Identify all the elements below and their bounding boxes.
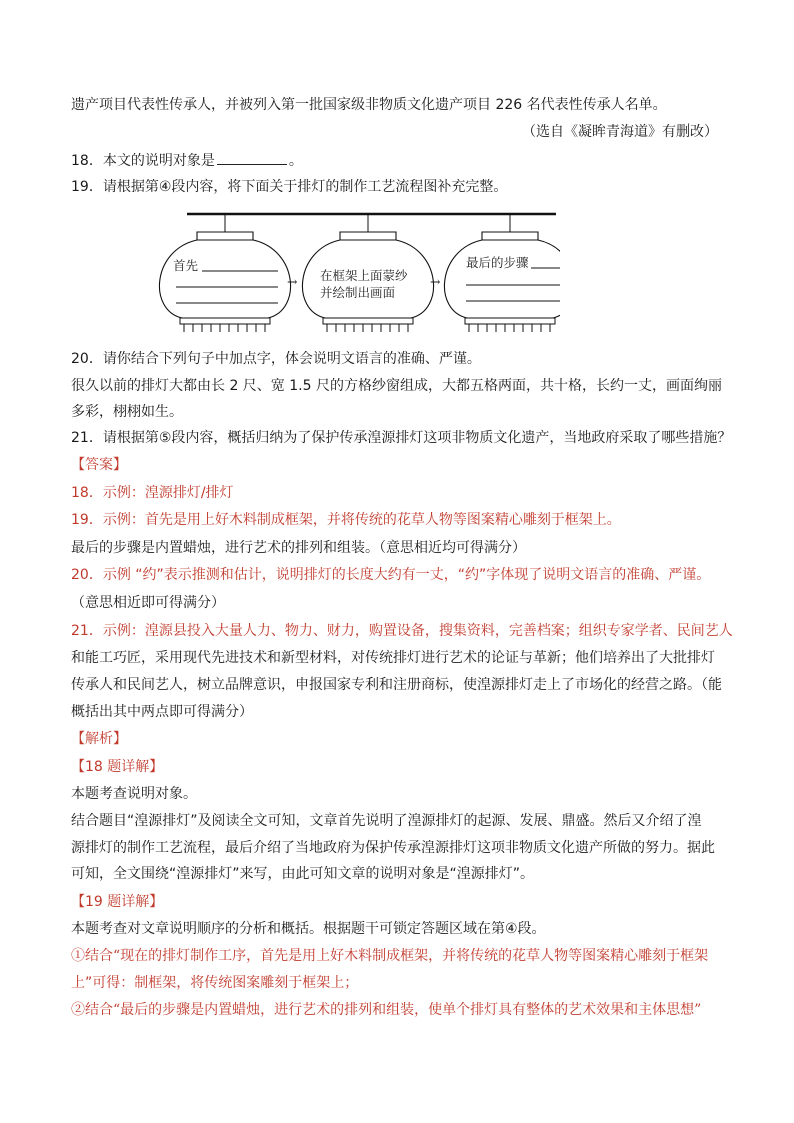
lantern-2-line-1: 在框架上面蒙纱	[320, 268, 408, 283]
paragraph-line: 遗产项目代表性传承人，并被列入第一批国家级非物质文化遗产项目 226 名代表性传承人名单。	[71, 97, 667, 113]
answer-19-cont: 最后的步骤是内置蜡烛，进行艺术的排列和组装。（意思相近均可得满分）	[71, 540, 526, 556]
question-20: 20．请你结合下列句子中加点字，体会说明文语言的准确、严谨。	[71, 351, 481, 367]
question-19: 19．请根据第④段内容，将下面关于排灯的制作工艺流程图补充完整。	[71, 179, 508, 195]
question-20-sentence: 很久以前的排灯大都由长 2 尺、宽 1.5 尺的方格纱窗组成，大都五格两面，共十格，长约一丈，画面绚丽	[71, 378, 722, 394]
detail-19-heading: 【19 题详解】	[71, 894, 164, 910]
detail-18-line: 可知，全文围绕“湟源排灯”来写，由此可知文章的说明对象是“湟源排灯”。	[71, 866, 535, 882]
question-18-text: 18．本文的说明对象是	[71, 153, 215, 169]
detail-19-line: ②结合“最后的步骤是内置蜡烛，进行艺术的排列和组装，使单个排灯具有整体的艺术效果和主体思想”	[71, 1002, 702, 1018]
lantern-2	[302, 214, 433, 332]
detail-19-line: ①结合“现在的排灯制作工序，首先是用上好木料制成框架，并将传统的花草人物等图案精心雕刻于框架	[71, 948, 709, 964]
question-20-sentence: 多彩，栩栩如生。	[71, 404, 183, 420]
question-18	[71, 150, 731, 171]
detail-19-line: 上”可得：制框架，将传统图案雕刻于框架上；	[71, 975, 359, 991]
answer-21-cont: 传承人和民间艺人，树立品牌意识，申报国家专利和注册商标，使湟源排灯走上了市场化的经营之路。（能	[71, 677, 722, 693]
answer-20-cont: （意思相近即可得满分）	[71, 595, 225, 611]
answer-18: 18．示例：湟源排灯/排灯	[71, 485, 234, 501]
answer-19: 19．示例：首先是用上好木料制成框架，并将传统的花草人物等图案精心雕刻于框架上。	[71, 512, 621, 528]
detail-18-line: 源排灯的制作工艺流程，最后介绍了当地政府为保护传承湟源排灯这项非物质文化遗产所做的努力。据此	[71, 840, 715, 856]
source-note: （选自《凝眸青海道》有删改）	[522, 124, 718, 140]
lantern-3	[444, 214, 560, 332]
answer-20: 20．示例 “约”表示推测和估计，说明排灯的长度大约有一丈，“约”字体现了说明文语言的准确、严谨。	[71, 567, 711, 583]
question-18-end: 。	[288, 153, 303, 169]
answer-21-cont: 和能工巧匠，采用现代先进技术和新型材料，对传统排灯进行艺术的论证与革新；他们培养出了大批排灯	[71, 650, 715, 666]
detail-18-line: 本题考查说明对象。	[71, 786, 197, 802]
answer-blank	[217, 150, 287, 165]
lantern-flowchart	[150, 205, 560, 335]
analysis-heading: 【解析】	[71, 731, 127, 747]
detail-18-line: 结合题目“湟源排灯”及阅读全文可知，文章首先说明了湟源排灯的起源、发展、鼎盛。然后又介绍了湟	[71, 813, 702, 829]
detail-18-heading: 【18 题详解】	[71, 759, 164, 775]
lantern-2-line-2: 并绘制出画面	[320, 285, 396, 300]
answer-21-cont: 概括出其中两点即可得满分）	[71, 704, 253, 720]
lantern-1	[159, 214, 290, 332]
lantern-1-label: 首先	[173, 258, 199, 273]
lantern-3-label: 最后的步骤	[466, 255, 529, 270]
question-21: 21．请根据第⑤段内容，概括归纳为了保护传承湟源排灯这项非物质文化遗产，当地政府采取了哪些措施？	[71, 430, 732, 446]
answer-21: 21．示例：湟源县投入大量人力、物力、财力，购置设备，搜集资料，完善档案；组织专家学者、民间艺人	[71, 623, 733, 639]
detail-19-line: 本题考查对文章说明顺序的分析和概括。根据题干可锁定答题区域在第④段。	[71, 921, 546, 937]
arrow-1: →	[287, 274, 298, 289]
arrow-2: →	[430, 274, 441, 289]
answer-heading: 【答案】	[71, 457, 127, 473]
